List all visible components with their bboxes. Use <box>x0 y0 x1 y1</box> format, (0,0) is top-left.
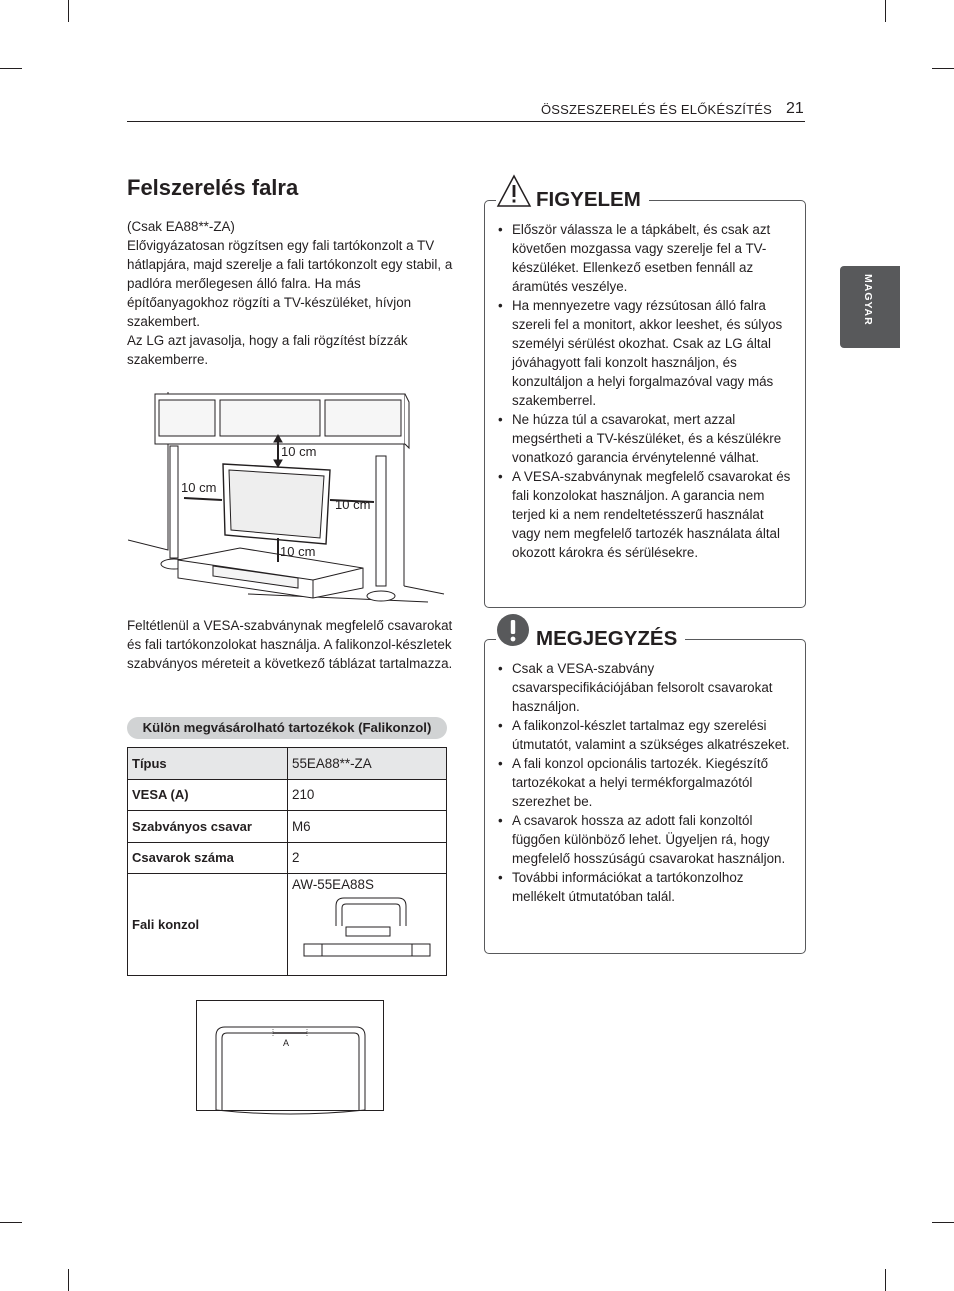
crop-mark <box>68 0 69 22</box>
clearance-label-left: 10 cm <box>181 480 217 495</box>
note-title: MEGJEGYZÉS <box>536 627 678 650</box>
list-item: • További információkat a tartókonzolhoz mellékelt útmutatóban talál. <box>498 868 791 906</box>
table-key: Szabványos csavar <box>128 811 288 843</box>
spec-table <box>127 747 447 976</box>
language-tab <box>840 266 900 348</box>
list-item: • A VESA-szabványnak megfelelő csavarokat és fali konzolokat használjon. A garancia nem terjed ki a nem rendeltetésszerű használat vagy nem megfelelő tartozék használata által okozott károkra és sérülésekre. <box>498 467 791 562</box>
caution-title: FIGYELEM <box>536 188 641 211</box>
list-item: • A csavarok hossza az adott fali konzoltól függően különböző lehet. Ügyeljen rá, hogy megfelelő hosszúságú csavarokat használjon. <box>498 811 791 868</box>
note-heading <box>496 613 685 653</box>
note-list <box>498 659 791 906</box>
page-title: Felszerelés falra <box>127 175 299 200</box>
table-value-cell <box>288 874 447 976</box>
warning-triangle-icon <box>496 174 532 208</box>
dimension-label: A <box>282 1038 290 1048</box>
crop-mark <box>0 68 22 69</box>
table-value: 2 <box>288 842 447 874</box>
table-value: 55EA88**-ZA <box>288 748 447 780</box>
table-row <box>128 748 447 780</box>
intro-line: Elővigyázatosan rögzítsen egy fali tartókonzolt a TV hátlapjára, majd szerelje a fali tartókonzolt egy stabil, a padlóra merőlegesen álló falra. Ha más építőanyagokhoz rögzíti a TV-készüléket, hívjon szakembert. <box>127 238 453 329</box>
clearance-label-right: 10 cm <box>335 497 371 512</box>
language-tab-label: MAGYAR <box>862 274 874 326</box>
clearance-label-top: 10 cm <box>281 444 317 459</box>
list-item: • Ha mennyezetre vagy rézsútosan álló falra szereli fel a monitort, akkor leeshet, és súlyos személyi sérülést okozhat. Csak az LG által jóváhagyott fali konzolt használjon, és konzultáljon a helyi forgalmazóval vagy más szakemberrel. <box>498 296 791 410</box>
vesa-paragraph: Feltétlenül a VESA-szabványnak megfelelő csavarokat és fali tartókonzolokat használja. A falikonzol-készletek szabványos méreteit a következő táblázat tartalmazza. <box>127 618 453 671</box>
list-item: • Csak a VESA-szabvány csavarspecifikációjában felsorolt csavarokat használjon. <box>498 659 791 716</box>
table-key: Fali konzol <box>128 874 288 976</box>
table-row <box>128 811 447 843</box>
table-key: Típus <box>128 748 288 780</box>
table-row <box>128 779 447 811</box>
table-key: Csavarok száma <box>128 842 288 874</box>
list-item: • A fali konzol opcionális tartozék. Kiegészítő tartozékokat a helyi termékforgalmazótól szerezhet be. <box>498 754 791 811</box>
exclamation-circle-icon <box>496 613 530 647</box>
caution-heading <box>496 174 649 214</box>
caution-list <box>498 220 791 562</box>
crop-mark <box>885 0 886 22</box>
table-caption: Külön megvásárolható tartozékok (Falikonzol) <box>127 717 447 739</box>
wall-mount-clearance-figure <box>128 388 448 608</box>
list-item: • Ne húzza túl a csavarokat, mert azzal megsértheti a TV-készüléket, és a készülékre vonatkozó garancia érvénytelenné válhat. <box>498 410 791 467</box>
crop-mark <box>932 1222 954 1223</box>
table-value: 210 <box>288 779 447 811</box>
page-number: 21 <box>786 100 804 117</box>
header-rule <box>127 121 805 122</box>
intro-line: Az LG azt javasolja, hogy a fali rögzítést bízzák szakemberre. <box>127 333 408 367</box>
note-box <box>484 639 806 954</box>
crop-mark <box>0 1222 22 1223</box>
section-header: ÖSSZESZERELÉS ÉS ELŐKÉSZÍTÉS <box>540 102 772 117</box>
crop-mark <box>68 1269 69 1291</box>
caution-box <box>484 200 806 608</box>
table-value: M6 <box>288 811 447 843</box>
list-item: • Először válassza le a tápkábelt, és csak azt követően mozgassa vagy szerelje fel a TV-készüléket. Ellenkező esetben fennáll az áramütés veszélye. <box>498 220 791 296</box>
table-key: VESA (A) <box>128 779 288 811</box>
crop-mark <box>932 68 954 69</box>
table-row <box>128 842 447 874</box>
list-item: • A falikonzol-készlet tartalmaz egy szerelési útmutatót, valamint a szükséges alkatrészeket. <box>498 716 791 754</box>
crop-mark <box>885 1269 886 1291</box>
table-value: AW-55EA88S <box>292 877 374 892</box>
table-row <box>128 874 447 976</box>
bracket-dimension-figure <box>196 1000 386 1115</box>
intro-line: (Csak EA88**-ZA) <box>127 219 235 234</box>
intro-text <box>127 217 457 369</box>
clearance-label-bottom: 10 cm <box>280 544 316 559</box>
wall-bracket-icon <box>292 894 442 968</box>
